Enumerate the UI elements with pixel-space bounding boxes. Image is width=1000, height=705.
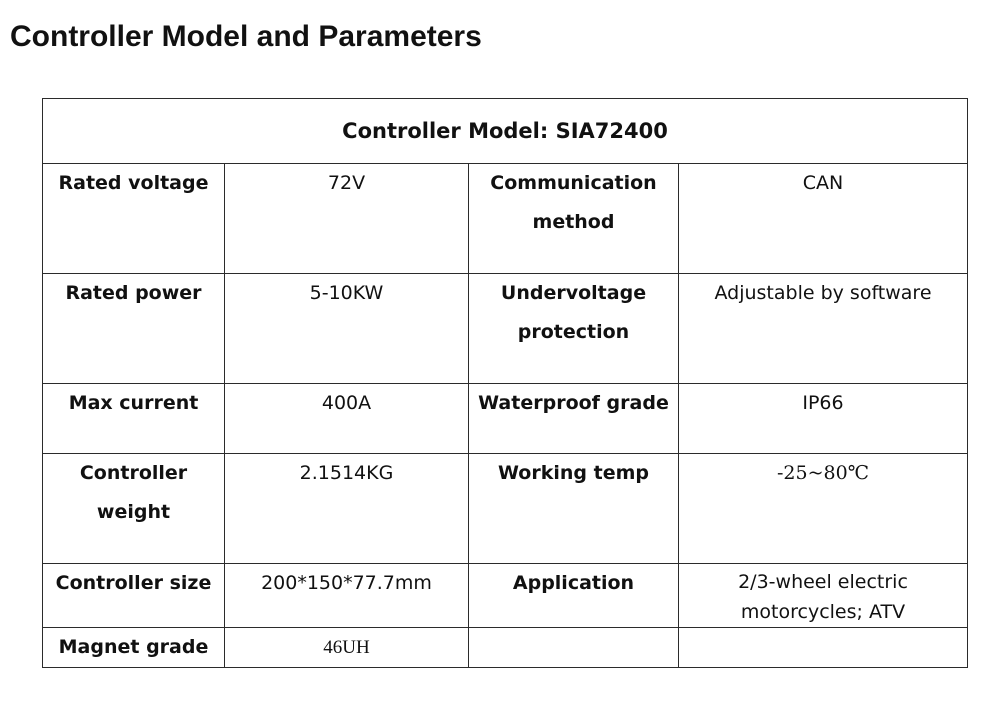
row-label: Magnet grade <box>43 628 225 668</box>
row-value: 46UH <box>225 628 469 668</box>
row-value: -25~80℃ <box>679 454 968 564</box>
table-row <box>43 564 968 628</box>
spec-table <box>42 98 968 668</box>
row-value: CAN <box>679 164 968 274</box>
row-label: Max current <box>43 384 225 454</box>
row-label: Rated power <box>43 274 225 384</box>
row-label: Controller size <box>43 564 225 628</box>
row-label: Communication method <box>469 164 679 274</box>
row-label <box>469 628 679 668</box>
row-label: Application <box>469 564 679 628</box>
table-row <box>43 628 968 668</box>
row-value: Adjustable by software <box>679 274 968 384</box>
row-value: 5-10KW <box>225 274 469 384</box>
table-row <box>43 164 968 274</box>
table-header: Controller Model: SIA72400 <box>43 99 968 164</box>
table-row <box>43 384 968 454</box>
row-value: 400A <box>225 384 469 454</box>
row-label: Controller weight <box>43 454 225 564</box>
row-value: IP66 <box>679 384 968 454</box>
row-label: Waterproof grade <box>469 384 679 454</box>
table-row <box>43 454 968 564</box>
table-row <box>43 274 968 384</box>
row-value: 2/3-wheel electric motorcycles; ATV <box>679 564 968 628</box>
page-title: Controller Model and Parameters <box>10 20 482 53</box>
row-value: 200*150*77.7mm <box>225 564 469 628</box>
table-header-row <box>43 99 968 164</box>
row-label: Working temp <box>469 454 679 564</box>
row-value: 72V <box>225 164 469 274</box>
row-value: 2.1514KG <box>225 454 469 564</box>
row-label: Undervoltage protection <box>469 274 679 384</box>
row-label: Rated voltage <box>43 164 225 274</box>
row-value <box>679 628 968 668</box>
